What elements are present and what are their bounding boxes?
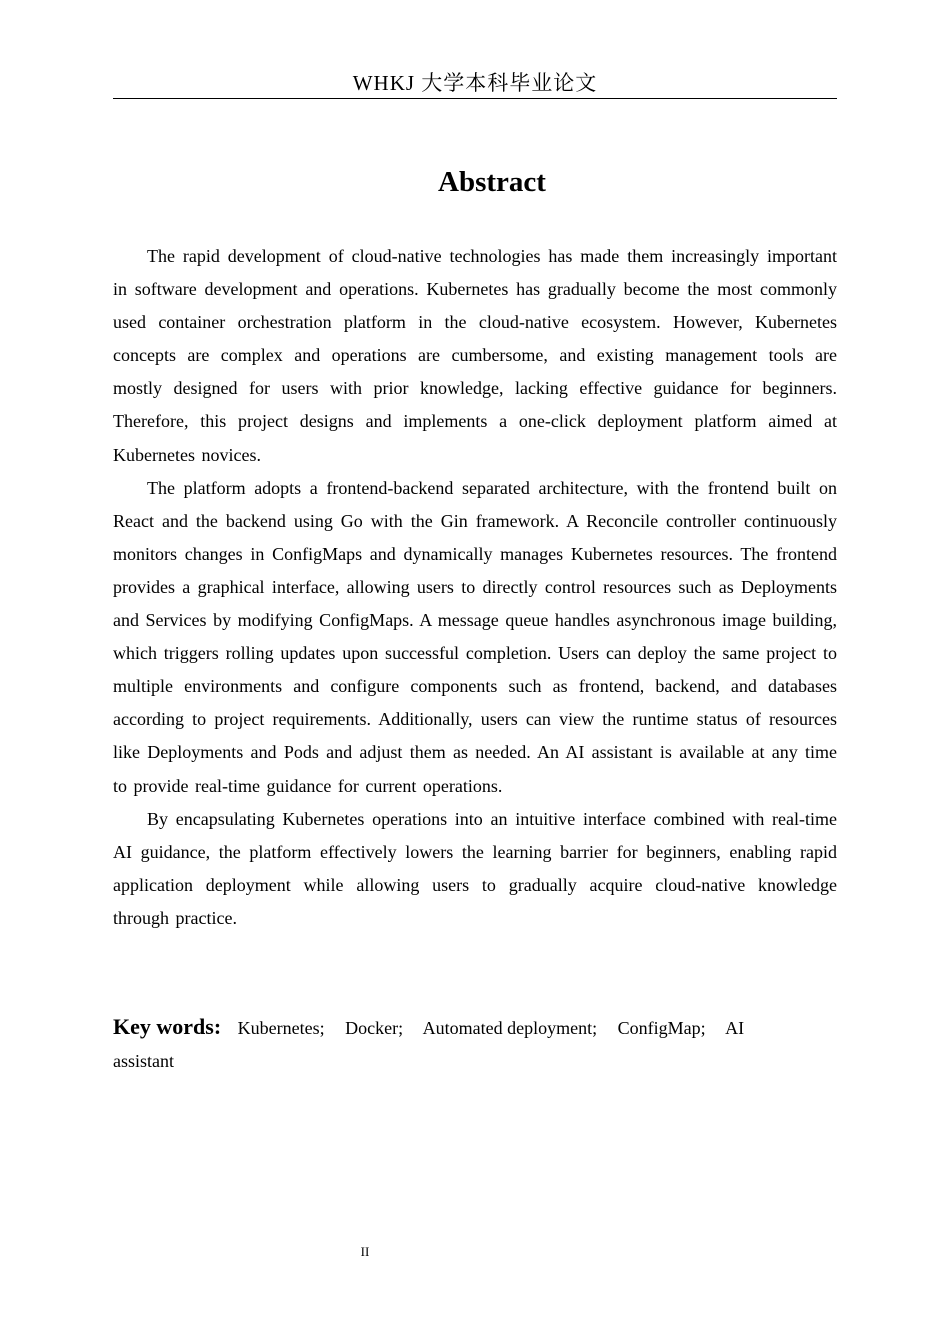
keywords-label: Key words: <box>113 1014 222 1039</box>
keyword-item: AI assistant <box>113 1018 745 1071</box>
keyword-item: Docker; <box>345 1018 404 1038</box>
abstract-title: Abstract <box>438 166 546 198</box>
keyword-item: ConfigMap; <box>617 1018 706 1038</box>
keyword-item: Automated deployment; <box>422 1018 598 1038</box>
keyword-item: Kubernetes; <box>237 1018 325 1038</box>
keywords-section <box>113 1010 793 1078</box>
abstract-paragraph-1: The rapid development of cloud-native technologies has made them increasingly important in software development and operations. Kubernetes has gradually become the most commonly used container orchestration platform in the cloud-native ecosystem. However, Kubernetes concepts are complex and operations are cumbersome, and existing management tools are mostly designed for users with prior knowledge, lacking effective guidance for beginners. Therefore, this project designs and implements a one-click deployment platform aimed at Kubernetes novices. <box>113 246 837 465</box>
page-number: II <box>360 1244 370 1259</box>
abstract-body <box>113 240 837 935</box>
page-header: WHKJ 大学本科毕业论文 <box>352 71 598 95</box>
abstract-paragraph-2: The platform adopts a frontend-backend separated architecture, with the frontend built on React and the backend using Go with the Gin framework. A Reconcile controller continuously monitors changes in ConfigMaps and dynamically manages Kubernetes resources. The frontend provides a graphical interface, allowing users to directly control resources such as Deployments and Services by modifying ConfigMaps. A message queue handles asynchronous image building, which triggers rolling updates upon successful completion. Users can deploy the same project to multiple environments and configure components such as frontend, backend, and databases according to project requirements. Additionally, users can view the runtime status of resources like Deployments and Pods and adjust them as needed. An AI assistant is available at any time to provide real-time guidance for current operations. <box>113 477 837 796</box>
header-divider <box>113 98 837 99</box>
abstract-paragraph-3: By encapsulating Kubernetes operations into an intuitive interface combined with real-time AI guidance, the platform effectively lowers the learning barrier for beginners, enabling rapid application deployment while allowing users to gradually acquire cloud-native knowledge through practice. <box>113 808 837 928</box>
